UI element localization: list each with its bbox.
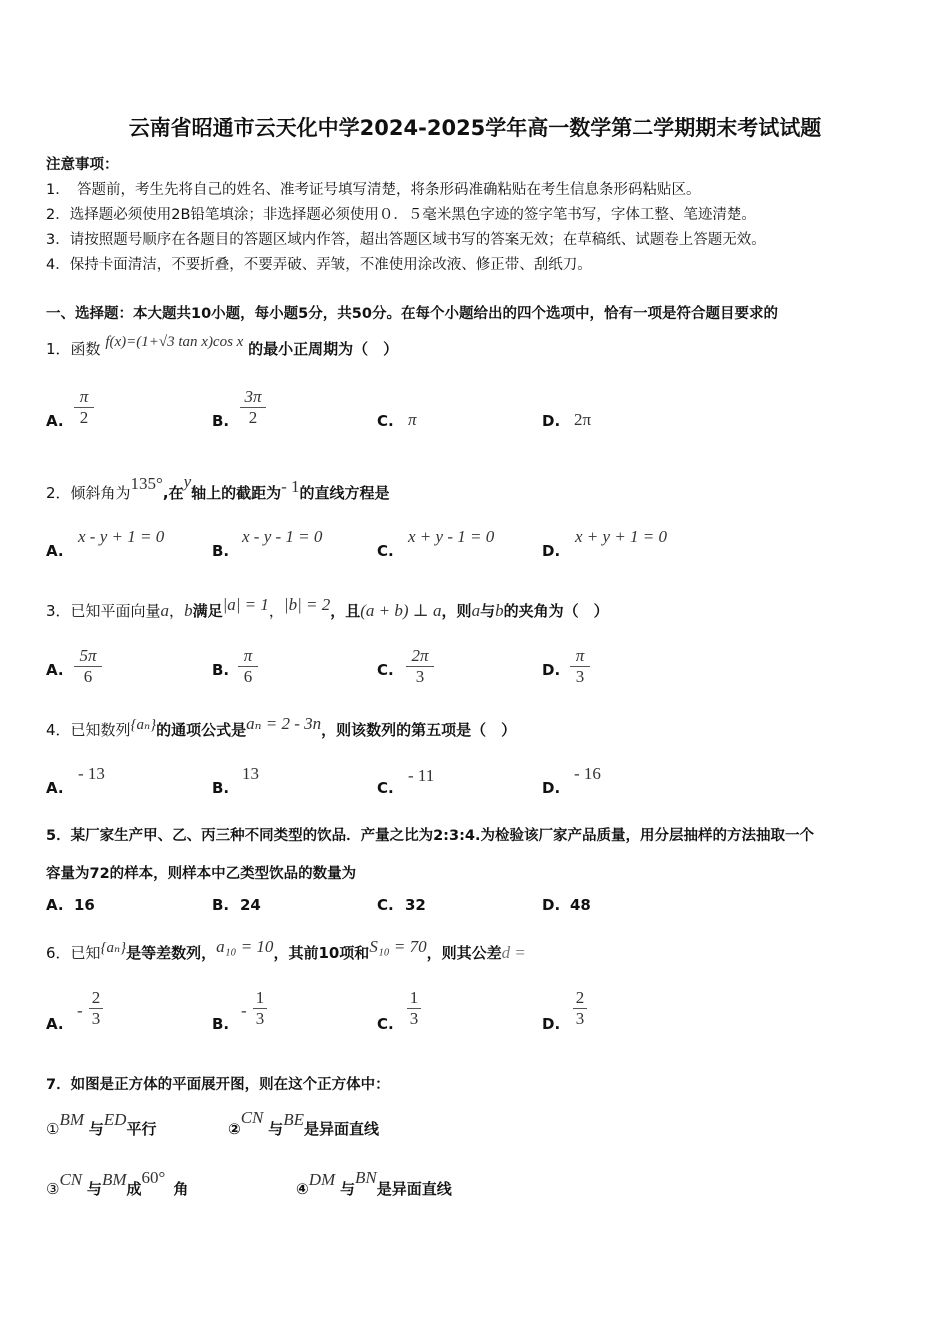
q3-option-c[interactable]: $\frac{2\pi}{3}$ <box>406 646 434 687</box>
q2-label-d: D. <box>542 542 561 560</box>
question-2 <box>46 472 390 503</box>
q4-label-d: D. <box>542 779 561 797</box>
q3-option-d[interactable]: $\frac{\pi}{3}$ <box>570 646 590 687</box>
q6-sequence: {aₙ} <box>100 940 127 956</box>
q3-and: ，且 <box>330 602 361 620</box>
q7-s1-t: 平行 <box>126 1120 157 1138</box>
q3-vector-b: b <box>184 601 193 620</box>
q7-s3-p: CN <box>59 1170 83 1189</box>
q6-option-d[interactable]: $\frac{2}{3}$ <box>573 988 587 1029</box>
q7-s3-t: 角 <box>173 1180 189 1198</box>
q6-number: 6．已知 <box>46 944 101 962</box>
q3-number: 3．已知平面向量 <box>46 602 161 620</box>
q1-label-d: D. <box>542 412 561 430</box>
q6-s10: S₁₀ = 70 <box>369 937 427 956</box>
q1-option-a[interactable]: $\frac{\pi}{2}$ <box>74 387 94 428</box>
q1-number: 1．函数 <box>46 340 101 358</box>
q7-s1-p: BM <box>59 1110 84 1129</box>
q6-mid-1: 是等差数列， <box>126 944 217 962</box>
question-1 <box>46 334 399 359</box>
q3-sep-2: ， <box>268 602 284 620</box>
q1-option-d[interactable]: 2π <box>574 410 592 429</box>
q2-number: 2．倾斜角为 <box>46 484 131 502</box>
q3-tail: 的夹角为（ ） <box>503 602 609 620</box>
q2-option-b[interactable]: x - y - 1 = 0 <box>242 527 323 546</box>
q3-vector-a-2: a <box>471 601 481 620</box>
q7-s4-w: 与 <box>339 1180 355 1198</box>
q7-statement-1 <box>46 1110 157 1139</box>
q2-option-c[interactable]: x + y - 1 = 0 <box>408 527 495 546</box>
q1-label-b: B. <box>212 412 230 430</box>
q5-line-1: 5．某厂家生产甲、乙、丙三种不同类型的饮品．产量之比为2:3:4.为检验该厂家产品质量，用分层抽样的方法抽取一个 <box>46 828 814 844</box>
q7-s4-p: DM <box>308 1170 336 1189</box>
q4-tail: ，则该数列的第五项是（ ） <box>321 721 517 739</box>
q2-intercept: - 1 <box>281 477 300 496</box>
q1-formula: f(x)=(1+√3 tan x)cos x <box>105 334 244 350</box>
q5-label-c: C. <box>377 896 394 914</box>
notice-item-2: 2．选择题必须使用2B铅笔填涂；非选择题必须使用０．５毫米黑色字迹的签字笔书写，字体工整、笔迹清楚。 <box>46 207 756 223</box>
q7-mark-3: ③ <box>46 1180 60 1198</box>
q5-label-a: A. <box>46 896 64 914</box>
q3-label-c: C. <box>377 661 394 679</box>
section-heading: 一、选择题：本大题共10小题，每小题5分，共50分。在每个小题给出的四个选项中，恰有一项是符合题目要求的 <box>46 306 778 322</box>
notice-item-3: 3．请按照题号顺序在各题目的答题区域内作答，超出答题区域书写的答案无效；在草稿纸、试题卷上答题无效。 <box>46 232 766 248</box>
q7-stem: 7．如图是正方体的平面展开图，则在这个正方体中： <box>46 1077 390 1093</box>
q2-text-1: ,在 <box>162 484 184 502</box>
q1-label-a: A. <box>46 412 64 430</box>
q7-s4-t: 是异面直线 <box>376 1180 452 1198</box>
q4-option-c[interactable]: - 11 <box>408 766 435 785</box>
q3-label-d: D. <box>542 661 561 679</box>
q1-label-c: C. <box>377 412 394 430</box>
question-6 <box>46 937 526 963</box>
q3-sep: ， <box>169 602 185 620</box>
q6-label-a: A. <box>46 1015 64 1033</box>
page-title: 云南省昭通市云天化中学2024-2025学年高一数学第二学期期末考试试题 <box>128 116 822 140</box>
q7-mark-2: ② <box>228 1120 241 1138</box>
q5-line-2: 容量为72的样本，则样本中乙类型饮品的数量为 <box>46 866 357 882</box>
q7-statement-2 <box>228 1108 379 1139</box>
notice-heading: 注意事项： <box>46 157 119 173</box>
q4-option-a[interactable]: - 13 <box>78 764 105 783</box>
q2-tail: 的直线方程是 <box>299 484 390 502</box>
q6-label-d: D. <box>542 1015 561 1033</box>
q1-option-b[interactable]: $\frac{3\pi}{2}$ <box>240 387 266 428</box>
question-4 <box>46 714 517 740</box>
q6-label-b: B. <box>212 1015 230 1033</box>
q4-number: 4．已知数列 <box>46 721 131 739</box>
q7-s2-t: 是异面直线 <box>303 1120 379 1138</box>
q6-mid-2: ，其前10项和 <box>273 944 370 962</box>
q7-s4-q: BN <box>354 1168 377 1187</box>
q7-s2-w: 与 <box>268 1120 284 1138</box>
q4-option-d[interactable]: - 16 <box>574 764 601 783</box>
q6-b-sign: - <box>241 1001 247 1020</box>
q7-s1-w: 与 <box>88 1120 104 1138</box>
q7-s2-p: CN <box>240 1108 264 1127</box>
q5-option-a[interactable]: 16 <box>74 896 95 914</box>
q3-vector-a: a <box>160 601 170 620</box>
q2-axis: y <box>183 472 192 491</box>
q6-option-a[interactable]: $\frac{2}{3}$ <box>89 988 103 1029</box>
q2-label-b: B. <box>212 542 230 560</box>
q4-mid: 的通项公式是 <box>156 721 247 739</box>
q6-d: d = <box>501 943 526 962</box>
q6-option-b[interactable]: $\frac{1}{3}$ <box>253 988 267 1029</box>
q3-then: ，则 <box>441 602 472 620</box>
q3-cond: 满足 <box>192 602 223 620</box>
q7-s3-angle: 60° <box>141 1168 166 1187</box>
q7-s3-q: BM <box>101 1170 127 1189</box>
q7-mark-4: ④ <box>296 1180 309 1198</box>
q3-label-a: A. <box>46 661 64 679</box>
q4-sequence: {aₙ} <box>130 717 157 733</box>
q2-label-a: A. <box>46 542 64 560</box>
q7-s3-t1: 成 <box>126 1180 142 1198</box>
q3-abs-a: |a| = 1 <box>222 595 269 614</box>
q6-a10: a₁₀ = 10 <box>216 937 274 956</box>
q1-tail: 的最小正周期为（ ） <box>248 340 399 358</box>
q3-perp: (a + b) ⊥ a <box>360 601 442 620</box>
q3-option-b[interactable]: $\frac{\pi}{6}$ <box>238 646 258 687</box>
q3-option-a[interactable]: $\frac{5\pi}{6}$ <box>74 646 102 687</box>
q7-statement-4 <box>296 1168 452 1199</box>
question-3 <box>46 595 609 621</box>
q3-vector-b-2: b <box>495 601 504 620</box>
q2-option-a[interactable]: x - y + 1 = 0 <box>78 527 165 546</box>
q7-s1-q: ED <box>103 1110 127 1129</box>
q5-option-c[interactable]: 32 <box>405 896 426 914</box>
q4-label-c: C. <box>377 779 394 797</box>
q6-a-sign: - <box>77 1001 83 1020</box>
q2-option-d[interactable]: x + y + 1 = 0 <box>575 527 668 546</box>
q1-option-c[interactable]: π <box>408 410 417 429</box>
q3-with: 与 <box>480 602 496 620</box>
q7-mark-1: ① <box>46 1120 60 1138</box>
q7-s3-w: 与 <box>86 1180 102 1198</box>
q5-option-d[interactable]: 48 <box>570 896 591 914</box>
q4-label-b: B. <box>212 779 230 797</box>
q4-formula: aₙ = 2 - 3n <box>246 714 322 733</box>
q4-label-a: A. <box>46 779 64 797</box>
notice-item-1: 1． 答题前，考生先将自己的姓名、准考证号填写清楚，将条形码准确粘贴在考生信息条形码粘贴区。 <box>46 182 701 198</box>
q6-tail: ，则其公差 <box>426 944 502 962</box>
q7-statement-3 <box>46 1168 189 1199</box>
q2-label-c: C. <box>377 542 394 560</box>
notice-item-4: 4．保持卡面清洁，不要折叠，不要弄破、弄皱，不准使用涂改液、修正带、刮纸刀。 <box>46 257 592 273</box>
q7-s2-q: BE <box>283 1110 304 1129</box>
q4-option-b[interactable]: 13 <box>242 764 259 783</box>
q3-label-b: B. <box>212 661 230 679</box>
q5-label-b: B. <box>212 896 230 914</box>
q3-abs-b: |b| = 2 <box>283 595 331 614</box>
q5-option-b[interactable]: 24 <box>240 896 261 914</box>
q6-option-c[interactable]: $\frac{1}{3}$ <box>407 988 421 1029</box>
q6-label-c: C. <box>377 1015 394 1033</box>
q2-text-2: 轴上的截距为 <box>191 484 282 502</box>
q5-label-d: D. <box>542 896 561 914</box>
q2-angle: 135° <box>130 474 163 493</box>
